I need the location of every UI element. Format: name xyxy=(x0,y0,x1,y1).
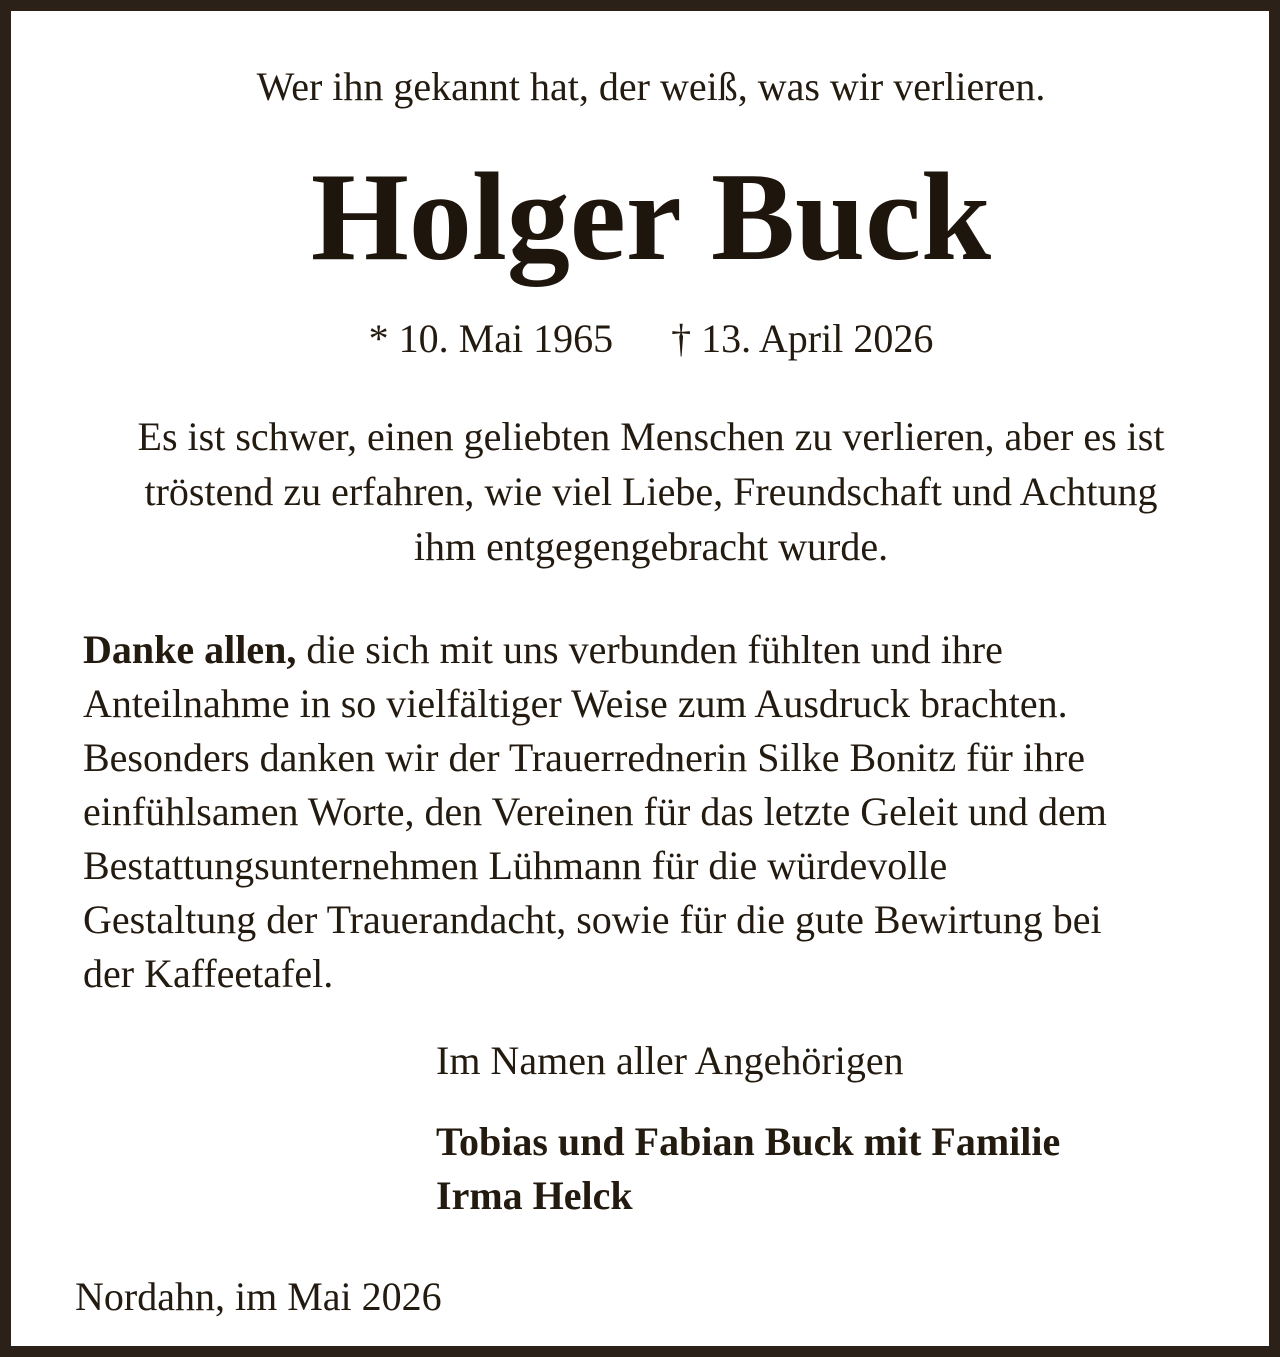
motto-line: Wer ihn gekannt hat, der weiß, was wir verlieren. xyxy=(256,64,1046,109)
birth-date: * 10. Mai 1965 xyxy=(368,316,614,361)
comfort-line: tröstend zu erfahren, wie viel Liebe, Freundschaft und Achtung xyxy=(144,469,1158,514)
thanks-line: einfühlsamen Worte, den Vereinen für das letzte Geleit und dem xyxy=(83,789,1107,834)
thanks-line: der Kaffeetafel. xyxy=(83,951,334,996)
thanks-paragraph xyxy=(83,623,1253,1001)
comfort-line: Es ist schwer, einen geliebten Menschen zu verlieren, aber es ist xyxy=(137,414,1165,459)
deceased-name: Holger Buck xyxy=(310,148,992,287)
thanks-lead: Danke allen, xyxy=(83,627,297,672)
life-dates xyxy=(11,311,1280,367)
signers-block xyxy=(436,1115,1060,1223)
thanks-line xyxy=(83,623,1253,677)
comfort-paragraph xyxy=(51,409,1251,574)
thanks-line: Besonders danken wir der Trauerrednerin Silke Bonitz für ihre xyxy=(83,735,1085,780)
death-date: † 13. April 2026 xyxy=(671,316,934,361)
comfort-line: ihm entgegengebracht wurde. xyxy=(413,524,889,569)
thanks-line: Bestattungsunternehmen Lühmann für die würdevolle xyxy=(83,843,948,888)
thanks-line: Gestaltung der Trauerandacht, sowie für die gute Bewirtung bei xyxy=(83,897,1102,942)
signer-name: Irma Helck xyxy=(436,1173,633,1218)
thanks-line: Anteilnahme in so vielfältiger Weise zum Ausdruck brachten. xyxy=(83,681,1068,726)
signer-name: Tobias und Fabian Buck mit Familie xyxy=(436,1119,1061,1164)
thanks-first-line-rest: die sich mit uns verbunden fühlten und ihre xyxy=(296,627,1003,672)
on-behalf-line: Im Namen aller Angehörigen xyxy=(436,1038,904,1083)
place-date: Nordahn, im Mai 2026 xyxy=(75,1274,442,1319)
